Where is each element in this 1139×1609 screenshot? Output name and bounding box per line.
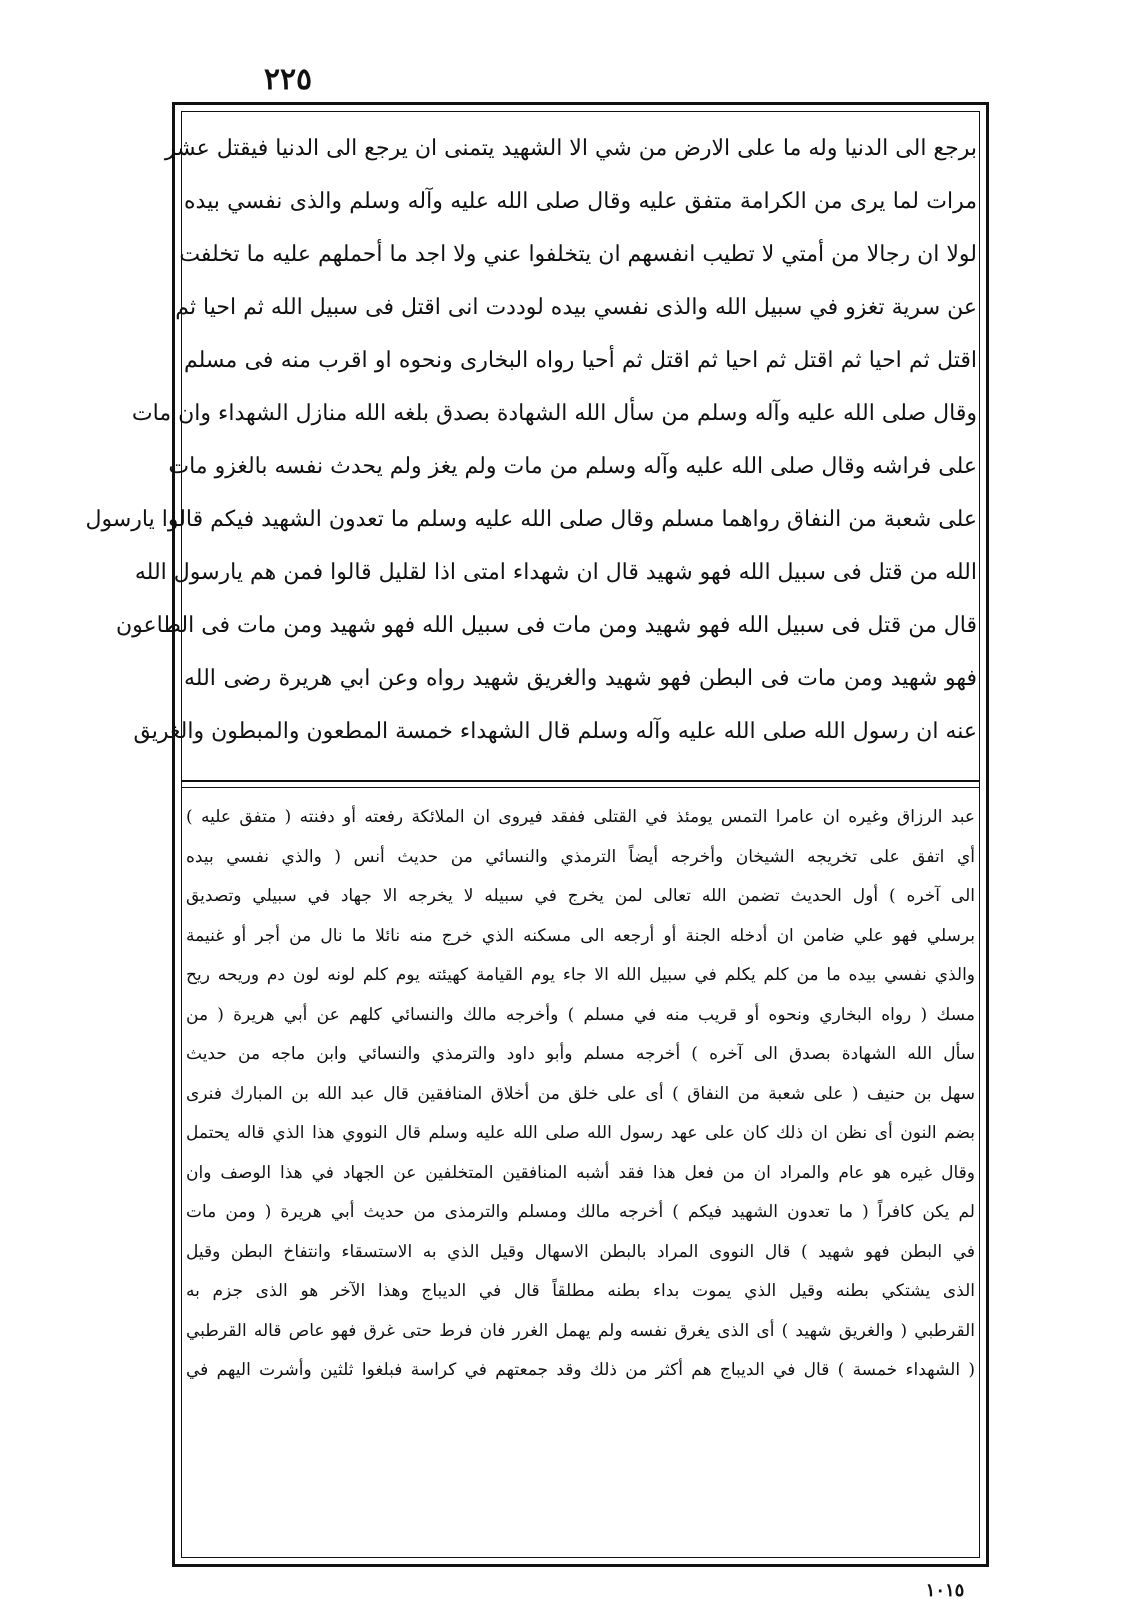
- footnote-line: ( الشهداء خمسة ) قال في الديباج هم أكثر من ذلك وقد جمعتهم في كراسة فبلغوا ثلثين وأشرت اليهم في: [186, 1360, 975, 1380]
- main-text-line: على شعبة من النفاق رواهما مسلم وقال صلى الله عليه وسلم ما تعدون الشهيد فيكم قالوا يارسول: [85, 507, 977, 532]
- footnote-line: الى آخره ) أول الحديث تضمن الله تعالى لمن يخرج في سبيله لا يخرجه الا جهاد في سبيلي وتصديق: [186, 886, 975, 906]
- footnote-line: في البطن فهو شهيد ) قال النووى المراد بالبطن الاسهال وقيل الذي به الاستسقاء وانتفاخ البطن وقيل: [186, 1241, 975, 1262]
- page-number: ٢٢٥: [263, 62, 313, 97]
- main-text-line: عن سرية تغزو في سبيل الله والذى نفسي بيده لوددت انى اقتل فى سبيل الله ثم احيا ثم: [175, 295, 977, 320]
- footnote-line: سهل بن حنيف ( على شعبة من النفاق ) أى على خلق من أخلاق المنافقين قال عبد الله بن المبارك فنرى: [186, 1083, 975, 1104]
- footnote-line: والذي نفسي بيده ما من كلم يكلم في سبيل الله الا جاء يوم القيامة كهيئته يوم كلم لونه لون دم وريحه ريح: [186, 965, 975, 985]
- footnote-line: برسلي فهو علي ضامن ان أدخله الجنة أو أرجعه الى مسكنه الذي خرج منه نائلا ما نال من أجر أو غنيمة: [186, 925, 975, 946]
- footnote-line: أي اتفق على تخريجه الشيخان وأخرجه أيضاً الترمذي والنسائي من حديث أنس ( والذي نفسي بيده: [186, 846, 975, 867]
- footnote-line: الذى يشتكي بطنه وقيل الذي يموت بداء بطنه مطلقاً قال في الديباج وهذا الآخر هو الذى جزم به: [186, 1281, 975, 1301]
- main-text-line: مرات لما يرى من الكرامة متفق عليه وقال صلى الله عليه وآله وسلم والذى نفسي بيده: [184, 189, 977, 214]
- printer-signature-mark: ١٠١٥: [925, 1580, 965, 1601]
- footnote-line: وقال غيره هو عام والمراد ان من فعل هذا فقد أشبه المنافقين المتخلفين عن الجهاد في هذا الوصف وان: [186, 1162, 975, 1183]
- footnote-separator-thin: [181, 787, 980, 788]
- main-text-line: برجع الى الدنيا وله ما على الارض من شي الا الشهيد يتمنى ان يرجع الى الدنيا فيقتل عشر: [164, 136, 977, 161]
- main-text-block: [85, 122, 977, 758]
- main-text-line: فهو شهيد ومن مات فى البطن فهو شهيد والغريق شهيد رواه وعن ابي هريرة رضى الله: [184, 666, 977, 691]
- footnote-line: بضم النون أى نظن ان ذلك كان على عهد رسول الله صلى الله عليه وسلم قال النووي هذا الذي قاله يحتمل: [186, 1123, 975, 1143]
- footnote-line: عبد الرزاق وغيره ان عامرا التمس يومئذ في القتلى ففقد فيروى ان الملائكة رفعته أو دفنته ( متفق عليه ): [186, 807, 975, 827]
- main-text-line: اقتل ثم احيا ثم اقتل ثم احيا ثم اقتل ثم أحيا رواه البخارى ونحوه او اقرب منه فى مسلم: [184, 348, 977, 373]
- main-text-line: على فراشه وقال صلى الله عليه وآله وسلم من مات ولم يغز ولم يحدث نفسه بالغزو مات: [168, 454, 977, 479]
- main-text-line: وقال صلى الله عليه وآله وسلم من سأل الله الشهادة بصدق بلغه الله منازل الشهداء وان مات: [131, 401, 977, 426]
- footnote-line: لم يكن كافراً ( ما تعدون الشهيد فيكم ) أخرجه مالك ومسلم والترمذى من حديث أبي هريرة ( ومن مات: [186, 1202, 975, 1222]
- footnote-line: القرطبي ( والغريق شهيد ) أى الذى يغرق نفسه ولم يهمل الغرر فان فرط حتى غرق فهو عاص قاله القرطبي: [186, 1320, 975, 1341]
- main-text-line: قال من قتل فى سبيل الله فهو شهيد ومن مات فى سبيل الله فهو شهيد ومن مات فى الطاعون: [115, 613, 977, 638]
- footnote-separator: [181, 780, 980, 782]
- footnote-line: سأل الله الشهادة بصدق الى آخره ) أخرجه مسلم وأبو داود والترمذي والنسائي وابن ماجه من حديث: [186, 1044, 975, 1064]
- main-text-line: الله من قتل فى سبيل الله فهو شهيد قال ان شهداء امتى اذا لقليل قالوا فمن هم يارسول الله: [134, 560, 977, 585]
- footnote-line: مسك ( رواه البخاري ونحوه أو قريب منه في مسلم ) وأخرجه مالك والنسائي كلهم عن أبي هريرة ( من: [186, 1004, 975, 1025]
- footnotes-block: [186, 798, 975, 1391]
- main-text-line: عنه ان رسول الله صلى الله عليه وآله وسلم قال الشهداء خمسة المطعون والمبطون والغريق: [133, 719, 977, 744]
- main-text-line: لولا ان رجالا من أمتي لا تطيب انفسهم ان يتخلفوا عني ولا اجد ما أحملهم عليه ما تخلفت: [179, 242, 977, 267]
